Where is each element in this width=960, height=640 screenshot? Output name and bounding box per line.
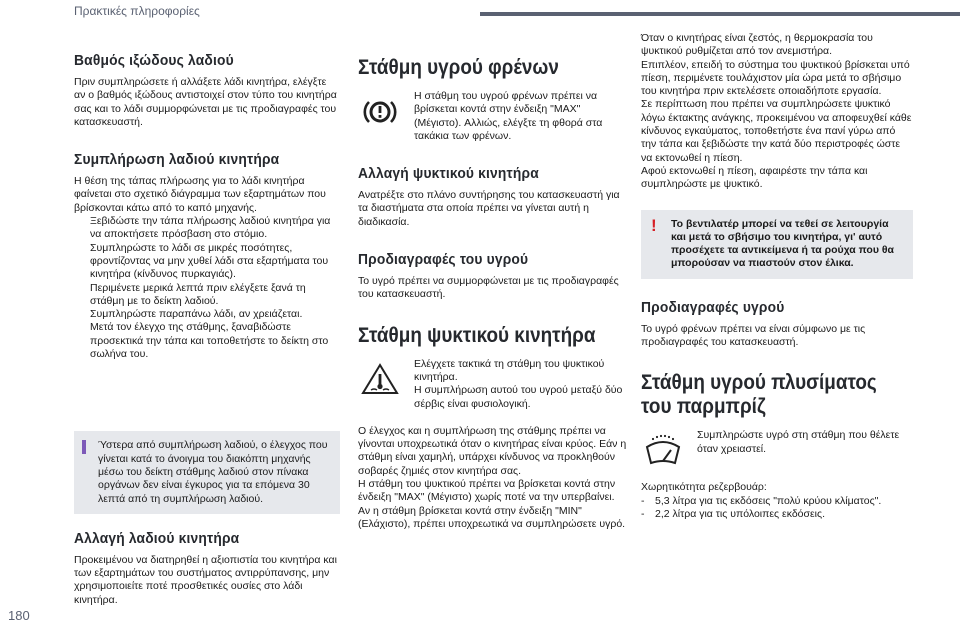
warning-icon: ! [651, 215, 657, 235]
list-item: Συμπληρώστε παραπάνω λάδι, αν χρειάζεται. [90, 308, 303, 321]
list-item: Μετά τον έλεγχο της στάθμης, ξαναβιδώστε προσεκτικά την τάπα και τοποθετήστε το δείκτη στο σωλήνα του. [90, 321, 329, 361]
washer-row [641, 429, 913, 467]
warning-text: Το βεντιλατέρ μπορεί να τεθεί σε λειτουργία και μετά το σβήσιμο του κινητήρα, γι' αυτό προσέχετε τα αντικείμενα ή τα ρούχα που θα μπορούσαν να πιαστούν στον έλικα. [671, 217, 894, 270]
coolant-heading: Στάθμη ψυκτικού κινητήρα [358, 323, 596, 347]
washer-heading: Στάθμη υγρού πλυσίματος του παρμπρίζ [641, 371, 877, 419]
oil-topup-list [74, 215, 340, 361]
washer-capacity-list [641, 495, 913, 522]
brake-fluid-row [358, 90, 628, 143]
brake-fluid-text: Η στάθμη του υγρού φρένων πρέπει να βρίσκεται κοντά στην ένδειξη "MAX" (Μέγιστο). Αλλιώς, ελέγξτε τη φθορά στα τακάκια των φρένων. [414, 90, 603, 142]
washer-capacity-label: Χωρητικότητα ρεζερβουάρ: [641, 481, 767, 494]
list-item: Ξεβιδώστε την τάπα πλήρωσης λαδιού κινητήρα για να αποκτήσετε πρόσβαση στο στόμιο. [90, 215, 331, 241]
header-title: Πρακτικές πληροφορίες [74, 4, 200, 18]
oil-viscosity-heading: Βαθμός ιξώδους λαδιού [74, 52, 234, 69]
info-box [74, 431, 340, 513]
column-1 [74, 52, 340, 607]
hot-engine-text: Όταν ο κινητήρας είναι ζεστός, η θερμοκρασία του ψυκτικού ρυθμίζεται από τον ανεμιστήρα. Επιπλέον, επειδή το σύστημα του ψυκτικού βρίσκεται υπό πίεση, περιμένετε τουλάχιστον μία ώρα μετά το σβήσιμο του κινητήρα πριν εκτελέσετε οποιαδήποτε εργασία. Σε περίπτωση που πρέπει να συμπληρώσετε ψυκτικό λόγω έκτακτης ανάγκης, προκειμένου να αποφευχθεί κάθε κίνδυνος εγκαύματος, τοποθετήστε ένα πανί γύρω από την τάπα και ξεβιδώστε την κατά δύο περιστροφές ώστε να εκτονωθεί η πίεση. Αφού εκτονωθεί η πίεση, αφαιρέστε την τάπα και συμπληρώστε με ψυκτικό. [641, 32, 912, 191]
coolant-specs-heading: Προδιαγραφές υγρού [641, 298, 785, 316]
coolant-specs-text: Το υγρό φρένων πρέπει να είναι σύμφωνο με τις προδιαγραφές του κατασκευαστή. [641, 322, 866, 349]
brake-change-heading: Αλλαγή ψυκτικού κινητήρα [358, 165, 539, 183]
list-item: Συμπληρώστε το λάδι σε μικρές ποσότητες, φροντίζοντας να μην χυθεί λάδι στα εξαρτήματα του κινητήρα (κίνδυνος πυρκαγιάς). [90, 241, 329, 281]
washer-icon-text: Συμπληρώστε υγρό στη στάθμη που θέλετε όταν χρειαστεί. [697, 429, 900, 455]
column-3 [641, 32, 913, 521]
coolant-temperature-icon [358, 358, 402, 411]
brake-specs-heading: Προδιαγραφές του υγρού [358, 251, 529, 269]
brake-specs-text: Το υγρό πρέπει να συμμορφώνεται με τις προδιαγραφές του κατασκευαστή. [358, 275, 619, 301]
oil-change-text: Προκειμένου να διατηρηθεί η αξιοπιστία του κινητήρα και των εξαρτημάτων του συστήματος αντιρρύπανσης, μην χρησιμοποιείτε ποτέ προσθετικές ουσίες στο λάδι κινητήρα. [74, 553, 337, 606]
list-item: - 5,3 λίτρα για τις εκδόσεις "πολύ κρύου κλίματος". [641, 494, 882, 507]
info-box-text: Ύστερα από συμπλήρωση λαδιού, ο έλεγχος που γίνεται κατά το άνοιγμα του διακόπτη μηχανής μέσω του δείκτη στάθμης λαδιού στον πίνακα οργάνων δεν είναι έγκυρος για τα επόμενα 30 λεπτά από τη συμπλήρωση λαδιού. [98, 439, 328, 505]
oil-change-heading: Αλλαγή λαδιού κινητήρα [74, 529, 240, 547]
list-item: Περιμένετε μερικά λεπτά πριν ελέγξετε ξανά τη στάθμη με το δείκτη λαδιού. [90, 281, 306, 307]
page-number: 180 [8, 608, 30, 623]
brake-change-text: Ανατρέξτε στο πλάνο συντήρησης του κατασκευαστή για τα διαστήματα στα οποία πρέπει να γίνεται αυτή η διαδικασία. [358, 189, 620, 228]
coolant-text: Ο έλεγχος και η συμπλήρωση της στάθμης πρέπει να γίνονται υποχρεωτικά όταν ο κινητήρας είναι κρύος. Εάν η στάθμη είναι χαμηλή, υπάρχει κίνδυνος να προκληθούν σοβαρές ζημιές στον κινητήρα σας. Η στάθμη του ψυκτικού πρέπει να βρίσκεται κοντά στην ένδειξη "MAX" (Μέγιστο) χωρίς ποτέ να την υπερβαίνει. Αν η στάθμη βρίσκεται κοντά στην ένδειξη "MIN" (Ελάχιστο), πρέπει υποχρεωτικά να συμπληρώσετε υγρό. [358, 424, 627, 530]
brake-fluid-heading: Στάθμη υγρού φρένων [358, 56, 559, 79]
info-icon [82, 440, 86, 454]
oil-topup-heading: Συμπλήρωση λαδιού κινητήρα [74, 151, 280, 169]
column-2 [358, 56, 628, 531]
oil-viscosity-text: Πριν συμπληρώσετε ή αλλάξετε λάδι κινητήρα, ελέγξτε αν ο βαθμός ιξώδους αντιστοιχεί στον τύπο του κινητήρα σας και το λάδι συμμορφώνεται με τις προδιαγραφές του κατασκευαστή. [74, 76, 337, 128]
header-rule [480, 12, 960, 16]
warning-box [641, 210, 913, 279]
oil-topup-intro: Η θέση της τάπας πλήρωσης για το λάδι κινητήρα φαίνεται στο σχετικό διάγραμμα των εξαρτημάτων που βρίσκονται κάτω από το καπό μηχανής. [74, 175, 326, 214]
coolant-row [358, 358, 628, 411]
list-item: - 2,2 λίτρα για τις υπόλοιπες εκδόσεις. [641, 507, 825, 520]
windscreen-washer-icon [641, 429, 685, 467]
coolant-icon-text: Ελέγχετε τακτικά τη στάθμη του ψυκτικού κινητήρα. Η συμπλήρωση αυτού του υγρού μεταξύ δύο σέρβις είναι φυσιολογική. [414, 357, 623, 410]
brake-warning-icon [358, 90, 402, 143]
